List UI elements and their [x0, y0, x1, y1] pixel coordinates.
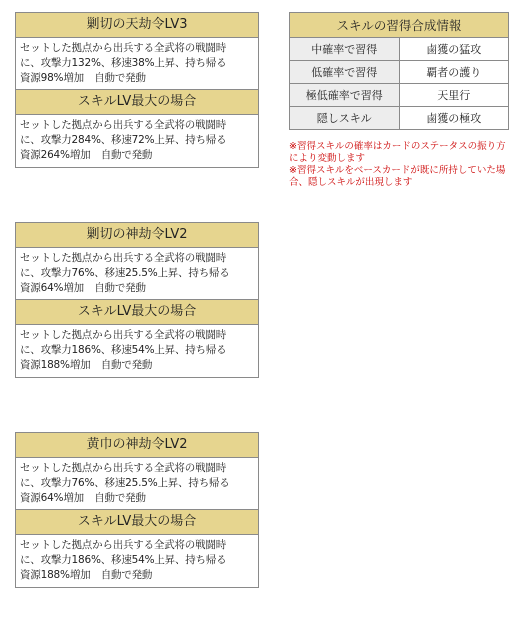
- description-line: セットした拠点から出兵する全武将の戦闘時: [20, 252, 226, 264]
- description-line: に、攻撃力76%、移速25.5%上昇、持ち帰る: [20, 477, 230, 489]
- skill-card-3: [15, 432, 259, 588]
- max-level-title: スキルLV最大の場合: [16, 510, 258, 535]
- max-level-title: スキルLV最大の場合: [16, 300, 258, 325]
- table-title: スキルの習得合成情報: [290, 13, 509, 38]
- description-line: セットした拠点から出兵する全武将の戦闘時: [20, 539, 226, 551]
- description-line: に、攻撃力284%、移速72%上昇、持ち帰る: [20, 134, 227, 146]
- description-line: 資源64%増加 自動で発動: [20, 282, 146, 294]
- description-line: に、攻撃力186%、移速54%上昇、持ち帰る: [20, 554, 227, 566]
- table-row: [290, 84, 509, 107]
- max-level-description: [16, 535, 258, 587]
- skill-description: [16, 38, 258, 90]
- description-line: 資源188%増加 自動で発動: [20, 359, 153, 371]
- description-line: セットした拠点から出兵する全武将の戦闘時: [20, 119, 226, 131]
- description-line: 資源188%増加 自動で発動: [20, 569, 153, 581]
- max-level-description: [16, 115, 258, 167]
- table-row: [290, 107, 509, 130]
- probability-label: 低確率で習得: [290, 61, 400, 84]
- description-line: に、攻撃力186%、移速54%上昇、持ち帰る: [20, 344, 227, 356]
- skill-card-1: [15, 12, 259, 168]
- max-level-description: [16, 325, 258, 377]
- description-line: に、攻撃力76%、移速25.5%上昇、持ち帰る: [20, 267, 230, 279]
- description-line: 資源64%増加 自動で発動: [20, 492, 146, 504]
- note-line: ※習得スキルの確率はカードのステータスの振り方: [289, 141, 506, 152]
- note-line: により変動します: [289, 153, 366, 164]
- skill-title: 剿切の天劫令LV3: [16, 13, 258, 38]
- probability-label: 中確率で習得: [290, 38, 400, 61]
- skill-description: [16, 248, 258, 300]
- notes: [289, 141, 515, 189]
- description-line: に、攻撃力132%、移速38%上昇、持ち帰る: [20, 57, 227, 69]
- skill-card-2: [15, 222, 259, 378]
- max-level-title: スキルLV最大の場合: [16, 90, 258, 115]
- skill-description: [16, 458, 258, 510]
- skill-title: 剿切の神劫令LV2: [16, 223, 258, 248]
- skill-synthesis-table: [289, 12, 509, 130]
- description-line: 資源264%増加 自動で発動: [20, 149, 153, 161]
- note-line: ※習得スキルをベースカードが既に所持していた場: [289, 165, 506, 176]
- skill-name: 鹵獲の極攻: [399, 107, 509, 130]
- table-header-row: [290, 13, 509, 38]
- table-row: [290, 61, 509, 84]
- description-line: セットした拠点から出兵する全武将の戦闘時: [20, 42, 226, 54]
- table-row: [290, 38, 509, 61]
- skill-title: 黄巾の神劫令LV2: [16, 433, 258, 458]
- skill-name: 天里行: [399, 84, 509, 107]
- description-line: セットした拠点から出兵する全武将の戦闘時: [20, 329, 226, 341]
- probability-label: 極低確率で習得: [290, 84, 400, 107]
- description-line: 資源98%増加 自動で発動: [20, 72, 146, 84]
- note-line: 合、隠しスキルが出現します: [289, 177, 413, 188]
- description-line: セットした拠点から出兵する全武将の戦闘時: [20, 462, 226, 474]
- skill-name: 鹵獲の猛攻: [399, 38, 509, 61]
- probability-label: 隠しスキル: [290, 107, 400, 130]
- skill-name: 覇者の護り: [399, 61, 509, 84]
